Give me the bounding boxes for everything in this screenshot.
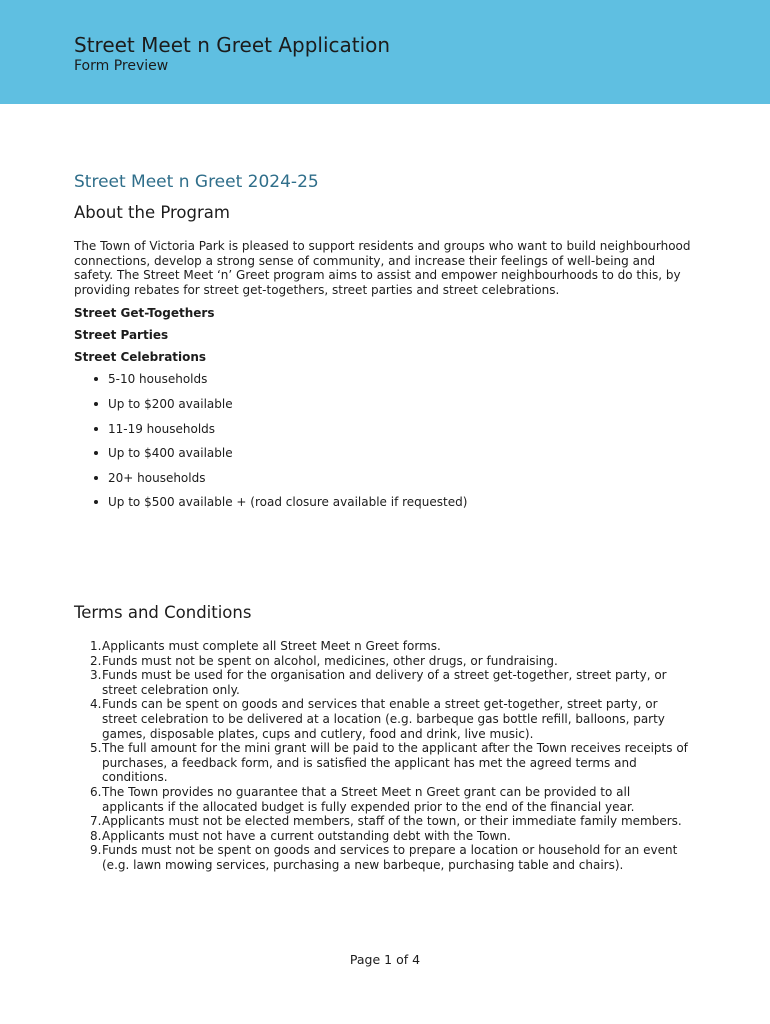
list-item: Up to $400 available xyxy=(74,442,694,467)
list-item: Up to $500 available + (road closure available if requested) xyxy=(74,491,694,516)
form-title: Street Meet n Greet Application xyxy=(74,33,391,57)
list-item: 4. Funds can be spent on goods and services that enable a street get-together, street party, or street celebration to be delivered at a location (e.g. barbeque gas bottle refill, balloons, party games, disposable plates, cups and cutlery, food and drink, live music). xyxy=(90,697,665,741)
terms-heading: Terms and Conditions xyxy=(74,603,252,622)
list-item: 5. The full amount for the mini grant will be paid to the applicant after the Town receives receipts of purchases, a feedback form, and is satisfied the applicant has met the agreed terms and conditions. xyxy=(90,741,688,785)
terms-list xyxy=(74,639,694,873)
category-get-togethers: Street Get-Togethers xyxy=(74,306,215,321)
about-heading: About the Program xyxy=(74,203,230,222)
list-item: 20+ households xyxy=(74,467,694,492)
bullet-icon xyxy=(94,427,98,431)
list-item: 7. Applicants must not be elected members, staff of the town, or their immediate family members. xyxy=(90,814,682,829)
bullet-icon xyxy=(94,451,98,455)
section-title: Street Meet n Greet 2024-25 xyxy=(74,172,319,192)
page-indicator: Page 1 of 4 xyxy=(349,952,421,967)
list-item: 1. Applicants must complete all Street Meet n Greet forms. xyxy=(90,639,441,653)
bullet-icon xyxy=(94,402,98,406)
bullet-icon xyxy=(94,476,98,480)
program-section xyxy=(74,170,694,516)
category-celebrations: Street Celebrations xyxy=(74,350,207,365)
list-item: 2. Funds must not be spent on alcohol, medicines, other drugs, or fundraising. xyxy=(90,653,558,668)
tier-list xyxy=(74,368,694,516)
list-item: 5-10 households xyxy=(74,368,694,393)
form-subtitle: Form Preview xyxy=(74,58,169,74)
category-parties: Street Parties xyxy=(74,328,169,343)
list-item: 6. The Town provides no guarantee that a Street Meet n Greet grant can be provided to all applicants if the allocated budget is fully expended prior to the end of the financial year. xyxy=(90,784,635,814)
list-item: 11-19 households xyxy=(74,418,694,443)
header-banner xyxy=(0,0,770,104)
bullet-icon xyxy=(94,500,98,504)
list-item: 3. Funds must be used for the organisation and delivery of a street get-together, street party, or street celebration only. xyxy=(90,668,667,697)
list-item: 9. Funds must not be spent on goods and services to prepare a location or household for an event (e.g. lawn mowing services, purchasing a new barbeque, purchasing table and chairs). xyxy=(90,843,678,872)
intro-paragraph: The Town of Victoria Park is pleased to support residents and groups who want to build neighbourhood connections, develop a strong sense of community, and increase their feelings of well-being and safety. The Street Meet ‘n’ Greet program aims to assist and empower neighbourhoods to do this, by providing rebates for street get-togethers, street parties and street celebrations. xyxy=(74,239,691,297)
list-item: Up to $200 available xyxy=(74,393,694,418)
list-item: 8. Applicants must not have a current outstanding debt with the Town. xyxy=(90,828,511,843)
bullet-icon xyxy=(94,377,98,381)
